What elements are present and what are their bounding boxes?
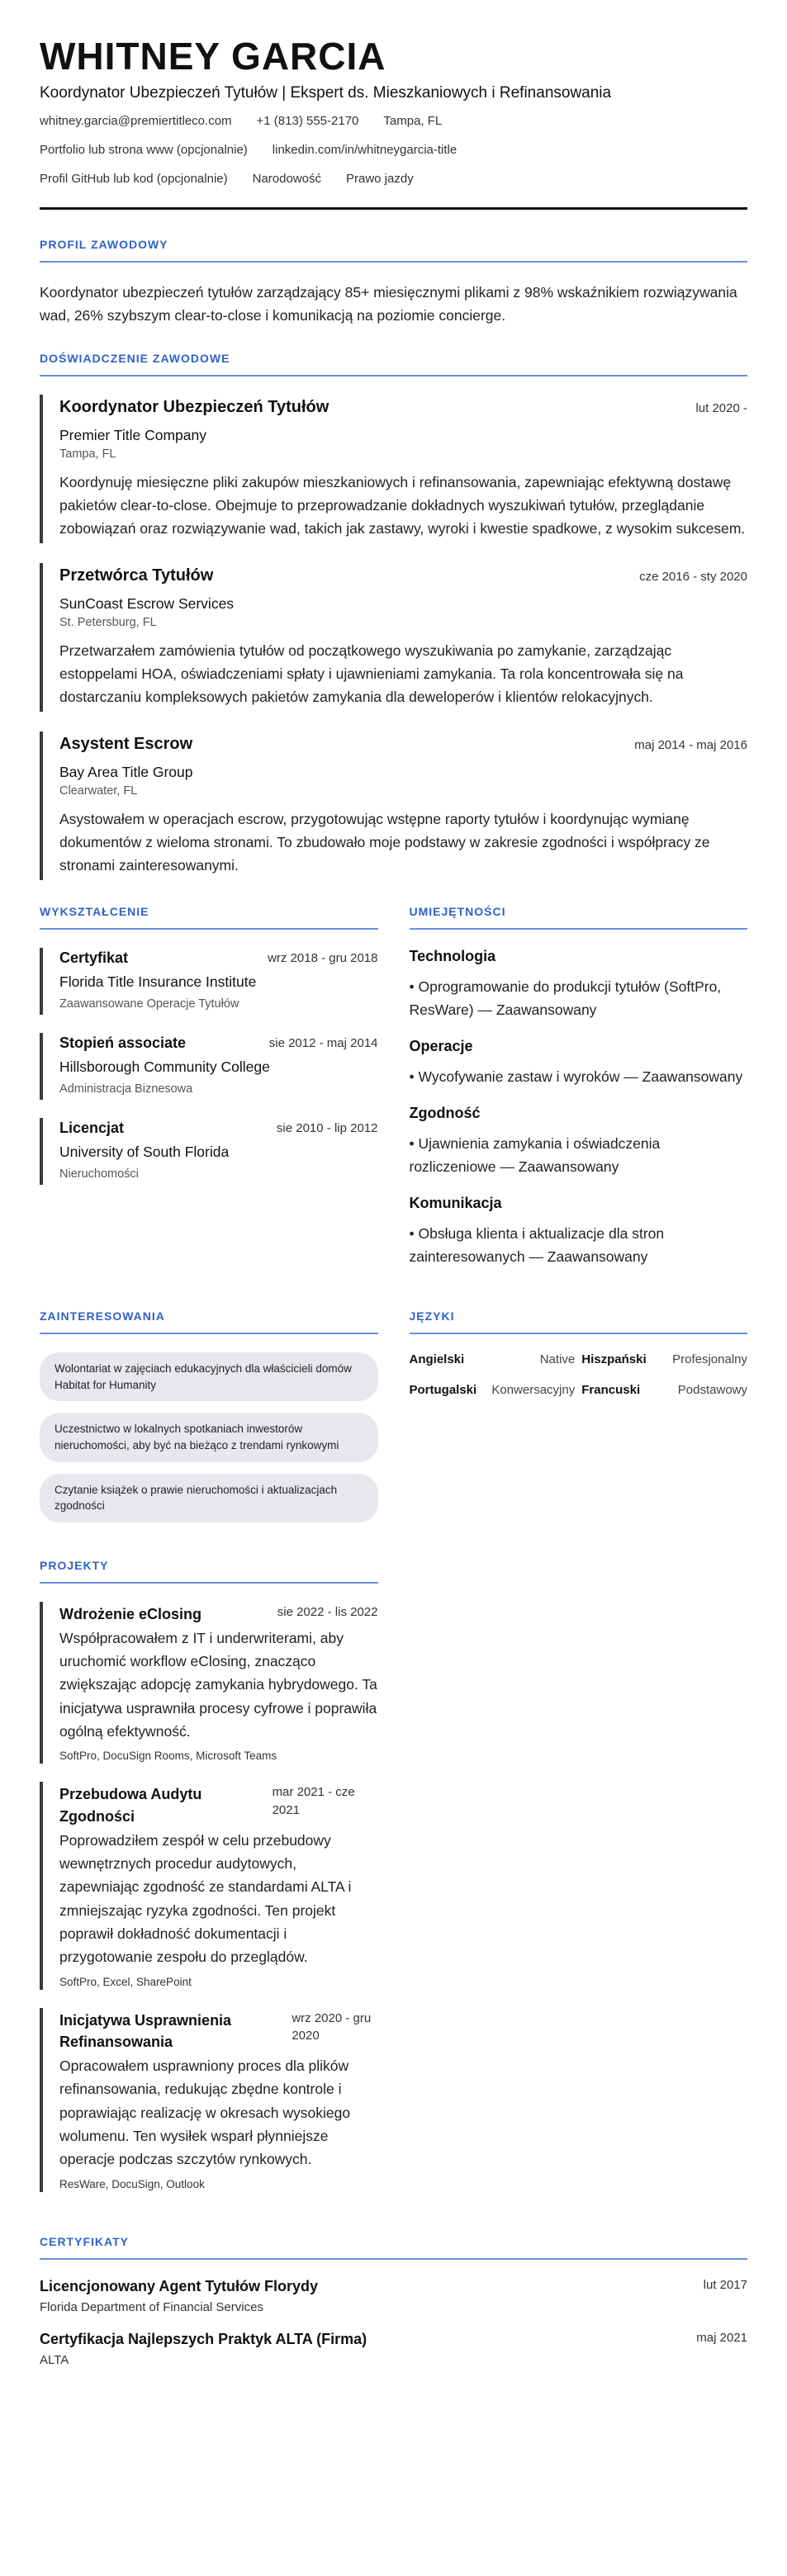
email-link[interactable]: whitney.garcia@premiertitleco.com — [40, 114, 232, 129]
skills-section — [410, 905, 748, 1285]
linkedin-link[interactable]: linkedin.com/in/whitneygarcia-title — [272, 143, 458, 158]
education-degree: Licencjat — [59, 1120, 125, 1137]
project-name: Przebudowa Audytu Zgodności — [59, 1786, 202, 1825]
skill-group — [410, 948, 748, 1021]
language-name: Francuski — [581, 1383, 641, 1398]
projects-empty-column — [410, 1559, 748, 2235]
education-skills-row — [40, 905, 747, 1309]
interests-languages-row — [40, 1309, 747, 1558]
location-text: Tampa, FL — [383, 114, 443, 129]
education-section — [40, 905, 378, 1285]
projects-section — [40, 1559, 378, 2210]
section-heading-languages: JĘZYKI — [410, 1309, 748, 1334]
skill-item: • Wycofywanie zastaw i wyroków — Zaawansowany — [409, 1068, 743, 1086]
education-school: University of South Florida — [59, 1144, 230, 1161]
project-entry — [40, 1602, 378, 1764]
education-field: Administracja Biznesowa — [59, 1082, 193, 1096]
language-level: Konwersacyjny — [491, 1383, 576, 1398]
language-item — [581, 1352, 747, 1366]
education-field: Zaawansowane Operacje Tytułów — [59, 997, 239, 1011]
language-name: Portugalski — [409, 1383, 477, 1398]
certification-issuer: Florida Department of Financial Services — [40, 2299, 263, 2314]
job-company: SunCoast Escrow Services — [59, 595, 235, 613]
job-company: Bay Area Title Group — [59, 764, 193, 781]
interests-section — [40, 1309, 378, 1533]
job-date: maj 2014 - maj 2016 — [634, 738, 747, 753]
summary-section — [40, 238, 747, 327]
project-entry — [40, 2008, 378, 2192]
certification-entry — [40, 2278, 747, 2314]
language-name: Hiszpański — [581, 1352, 647, 1367]
project-name: Wdrożenie eClosing — [59, 1605, 202, 1622]
experience-entry — [40, 563, 747, 712]
certification-date: maj 2021 — [696, 2330, 747, 2345]
experience-section — [40, 352, 747, 880]
project-tech: ResWare, DocuSign, Outlook — [59, 2177, 205, 2190]
job-description: Asystowałem w operacjach escrow, przygotowując wstępne raporty tytułów i koordynując wymianę dokumentów z wieloma stronami. To zbudowało moje podstawy w zakresie zgodności i współpracy ze stronami zainteresowanymi. — [59, 811, 710, 874]
job-date: lut 2020 - — [695, 401, 747, 416]
portfolio-link[interactable]: Portfolio lub strona www (opcjonalnie) — [40, 143, 248, 158]
skill-item: • Oprogramowanie do produkcji tytułów (SoftPro, ResWare) — Zaawansowany — [409, 978, 722, 1019]
language-item — [581, 1383, 747, 1397]
languages-grid — [410, 1352, 748, 1397]
section-heading-education: WYKSZTAŁCENIE — [40, 905, 378, 930]
skill-category: Zgodność — [409, 1105, 481, 1122]
language-level: Profesjonalny — [672, 1352, 747, 1367]
education-entry — [40, 1118, 378, 1185]
project-name: Inicjatywa Usprawnienia Refinansowania — [59, 2011, 232, 2050]
education-school: Florida Title Insurance Institute — [59, 973, 257, 991]
project-date: wrz 2020 - gru 2020 — [292, 2010, 372, 2043]
header-divider — [40, 207, 747, 210]
education-date: sie 2010 - lip 2012 — [276, 1121, 378, 1136]
job-role: Przetwórca Tytułów — [59, 566, 214, 585]
project-description: Opracowałem usprawniony proces dla plików refinansowania, redukując zbędne kontrole i poprawiając realizację w okresach wysokiego wolumenu. Ten wysiłek wsparł płynniejsze operacje podczas szczytów rynkowych. — [59, 2057, 351, 2168]
job-company: Premier Title Company — [59, 427, 206, 444]
project-date: mar 2021 - cze 2021 — [272, 1785, 355, 1818]
section-heading-interests: ZAINTERESOWANIA — [40, 1309, 378, 1334]
skill-category: Komunikacja — [409, 1195, 502, 1212]
education-date: wrz 2018 - gru 2018 — [268, 951, 378, 966]
job-description: Przetwarzałem zamówienia tytułów od początkowego wyszukiwania po zamykanie, zarządzając estoppelami HOA, oświadczeniami spłaty i ujawnieniami zamykania. Ta rola koncentrowała się na dostarczaniu kompleksowych pakietów zamykania dla deweloperów i klientów relokacyjnych. — [59, 642, 684, 706]
language-item — [410, 1383, 576, 1397]
education-school: Hillsborough Community College — [59, 1058, 270, 1076]
job-location: Tampa, FL — [59, 447, 116, 462]
language-level: Native — [539, 1352, 576, 1367]
education-field: Nieruchomości — [59, 1167, 139, 1181]
job-description: Koordynuję miesięczne pliki zakupów mieszkaniowych i refinansowania, zapewniając efektywną dostawę pakietów clear-to-close. Obejmuje to przeprowadzanie dokładnych wyszukiwań tytułów, przeglądanie zobowiązań oraz rozwiązywanie wad, takich jak zastawy, wyroki i kwestie spadkowe, z wysokim sukcesem. — [59, 474, 746, 537]
experience-entry — [40, 395, 747, 543]
section-heading-summary: PROFIL ZAWODOWY — [40, 238, 747, 263]
skill-group — [410, 1195, 748, 1268]
project-tech: SoftPro, DocuSign Rooms, Microsoft Teams — [59, 1750, 277, 1763]
summary-text: Koordynator ubezpieczeń tytułów zarządzający 85+ miesięcznymi plikami z 98% wskaźnikiem rozwiązywania wad, 26% szybszym clear-to-close i komunikacją na poziomie concierge. — [40, 284, 737, 324]
candidate-title: Koordynator Ubezpieczeń Tytułów | Ekspert ds. Mieszkaniowych i Refinansowania — [40, 84, 612, 102]
interest-pill: Wolontariat w zajęciach edukacyjnych dla właścicieli domów Habitat for Humanity — [40, 1352, 378, 1401]
certifications-section — [40, 2235, 747, 2367]
language-level: Podstawowy — [677, 1383, 747, 1398]
candidate-name: WHITNEY GARCIA — [40, 35, 386, 78]
project-date: sie 2022 - lis 2022 — [277, 1604, 378, 1619]
job-location: Clearwater, FL — [59, 784, 138, 798]
skill-item: • Ujawnienia zamykania i oświadczenia rozliczeniowe — Zaawansowany — [409, 1135, 661, 1176]
experience-entry — [40, 732, 747, 880]
project-tech: SoftPro, Excel, SharePoint — [59, 1975, 192, 1988]
section-heading-experience: DOŚWIADCZENIE ZAWODOWE — [40, 352, 747, 376]
certification-name: Licencjonowany Agent Tytułów Florydy — [40, 2277, 319, 2294]
certification-entry — [40, 2331, 747, 2367]
projects-row — [40, 1559, 747, 2235]
skill-group — [410, 1105, 748, 1178]
skill-category: Operacje — [409, 1038, 473, 1055]
certification-issuer: ALTA — [40, 2352, 69, 2367]
resume-header — [40, 36, 747, 186]
project-entry — [40, 1782, 378, 1989]
skill-group — [410, 1038, 748, 1088]
section-heading-skills: UMIEJĘTNOŚCI — [410, 905, 748, 930]
contact-row-extra — [40, 172, 747, 186]
section-heading-projects: PROJEKTY — [40, 1559, 378, 1584]
nationality-text: Narodowość — [252, 172, 321, 187]
education-entry — [40, 948, 378, 1015]
job-date: cze 2016 - sty 2020 — [639, 570, 747, 585]
project-description: Poprowadziłem zespół w celu przebudowy wewnętrznych procedur audytowych, zapewniając zgodność ze standardami ALTA i zmniejszając ryzyka zgodności. Ten projekt poprawił dokładność dokumentacji i przygotowanie zespołu do przeglądów. — [59, 1831, 352, 1966]
job-role: Koordynator Ubezpieczeń Tytułów — [59, 398, 329, 417]
language-name: Angielski — [409, 1352, 465, 1367]
skill-item: • Obsługa klienta i aktualizacje dla stron zainteresowanych — Zaawansowany — [409, 1225, 665, 1266]
driving-license-text: Prawo jazdy — [346, 172, 414, 187]
language-item — [410, 1352, 576, 1366]
education-date: sie 2012 - maj 2014 — [268, 1036, 378, 1051]
job-location: St. Petersburg, FL — [59, 616, 157, 630]
contact-row-primary — [40, 114, 747, 128]
project-description: Współpracowałem z IT i underwriterami, aby uruchomić workflow eClosing, znacząco zwiększając adopcję zamykania hybrydowego. Ta inicjatywa usprawniła procesy cyfrowe i poprawiła ogólną efektywność. — [59, 1629, 377, 1740]
interest-pill: Uczestnictwo w lokalnych spotkaniach inwestorów nieruchomości, aby być na bieżąco z trendami rynkowymi — [40, 1413, 378, 1461]
languages-section — [410, 1309, 748, 1533]
education-degree: Certyfikat — [59, 949, 129, 967]
github-link[interactable]: Profil GitHub lub kod (opcjonalnie) — [40, 172, 228, 187]
job-role: Asystent Escrow — [59, 735, 193, 754]
certification-name: Certyfikacja Najlepszych Praktyk ALTA (Firma) — [40, 2330, 367, 2347]
section-heading-certifications: CERTYFIKATY — [40, 2235, 747, 2260]
education-entry — [40, 1033, 378, 1100]
interest-pill: Czytanie książek o prawie nieruchomości i aktualizacjach zgodności — [40, 1474, 378, 1522]
contact-row-links — [40, 143, 747, 157]
skill-category: Technologia — [409, 948, 496, 965]
education-degree: Stopień associate — [59, 1035, 187, 1052]
phone-link[interactable]: +1 (813) 555-2170 — [256, 114, 359, 129]
certification-date: lut 2017 — [703, 2277, 747, 2292]
